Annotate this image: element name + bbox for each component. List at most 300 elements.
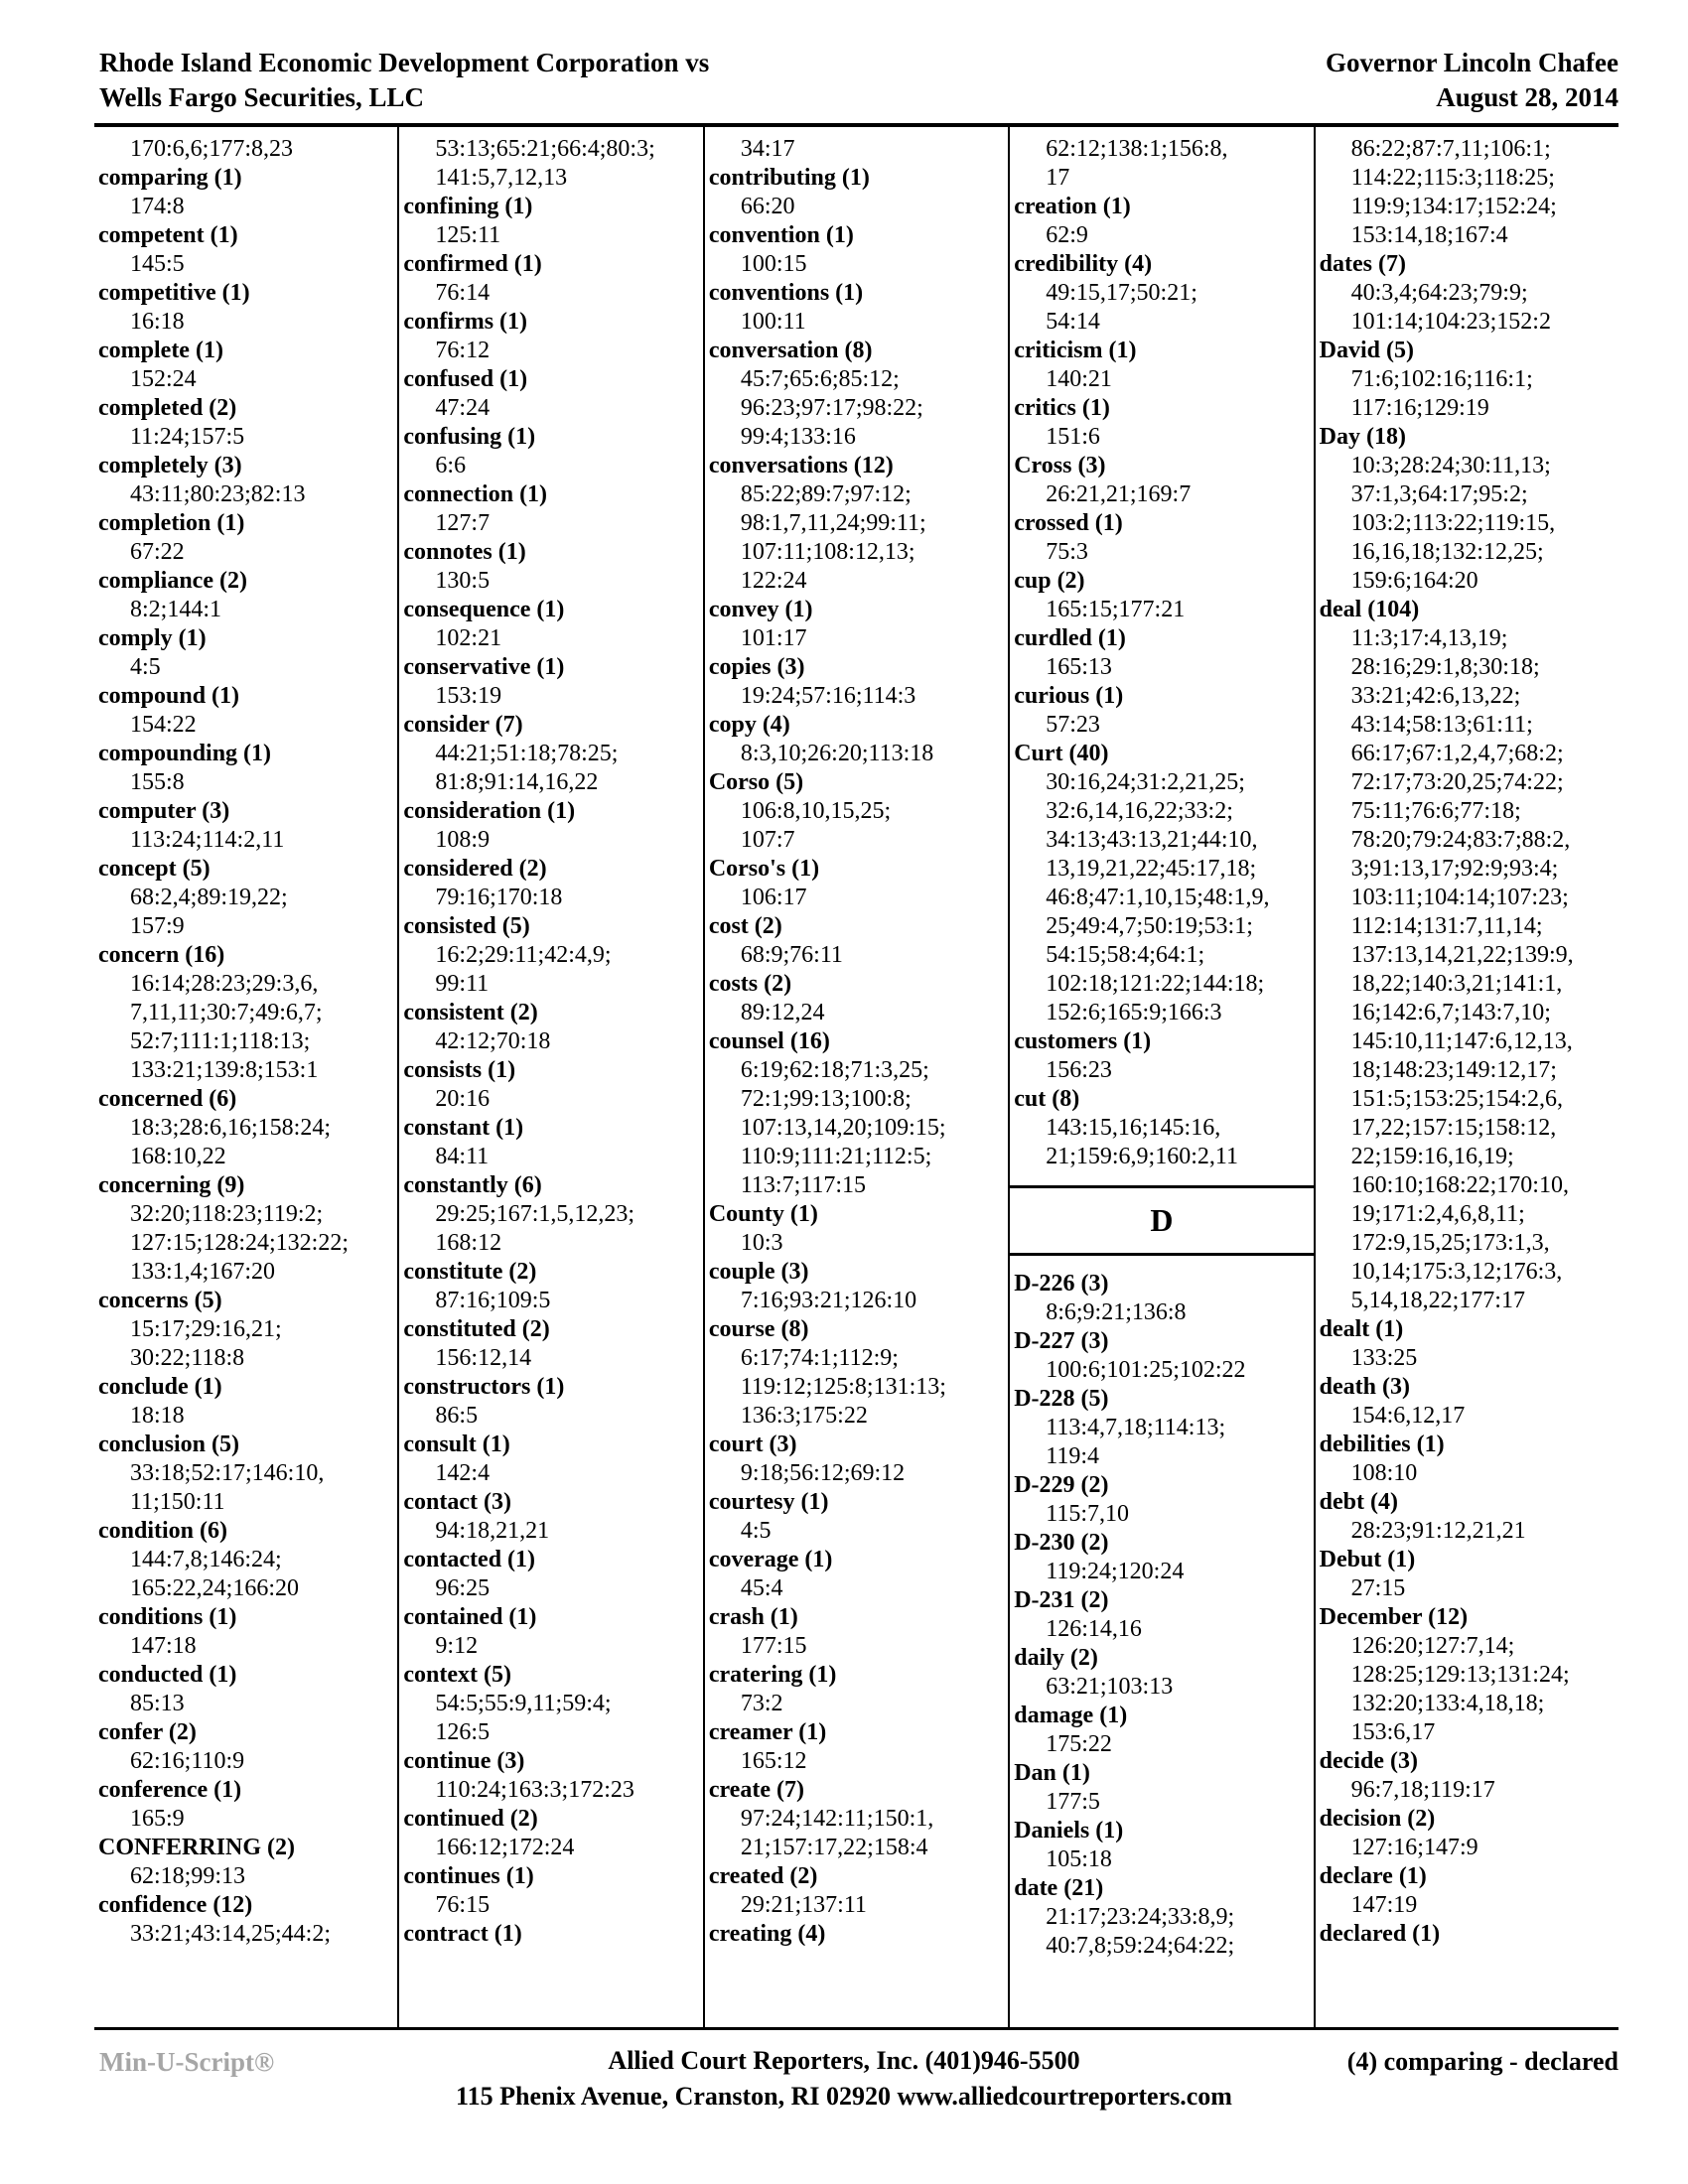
entry-ref-line: 7:16;93:21;126:10: [740, 1288, 917, 1313]
entry-headword: context (5): [403, 1662, 512, 1688]
entry-ref-line: 49:15,17;50:21;: [1046, 280, 1197, 306]
entry-ref-line: 25;49:4,7;50:19;53:1;: [1046, 913, 1253, 939]
entry-headword: compliance (2): [98, 568, 247, 594]
entry-ref-line: 27:15: [1350, 1575, 1406, 1601]
index-columns: [94, 127, 1618, 2027]
entry-ref-line: 75:11;76:6;77:18;: [1350, 798, 1521, 824]
index-entry: [399, 1747, 702, 1805]
entry-ref-line: 107:11;108:12,13;: [740, 539, 915, 565]
entry-headword: customers (1): [1014, 1028, 1152, 1054]
index-entry: [94, 221, 397, 279]
entry-headword: complete (1): [98, 338, 223, 363]
index-entry: [1010, 1817, 1313, 1874]
entry-ref-line: 114:22;115:3;118:25;: [1350, 165, 1555, 191]
entry-ref-line: 28:23;91:12,21,21: [1350, 1518, 1526, 1544]
entry-headword: decide (3): [1319, 1748, 1418, 1774]
index-entry: [399, 1373, 702, 1431]
entry-headword: deal (104): [1319, 597, 1420, 622]
entry-ref-line: 19;171:2,4,6,8,11;: [1350, 1201, 1525, 1227]
index-entry: [1010, 1702, 1313, 1759]
entry-headword: confused (1): [403, 366, 528, 392]
entry-headword: consider (7): [403, 712, 523, 738]
entry-ref-line: 119:9;134:17;152:24;: [1350, 194, 1557, 219]
index-entry: [94, 452, 397, 509]
entry-ref-line: 17,22;157:15;158:12,: [1350, 1115, 1557, 1141]
entry-ref-line: 45:7;65:6;85:12;: [740, 366, 900, 392]
index-entry: [399, 711, 702, 797]
entry-ref-line: 99:11: [435, 971, 490, 997]
entry-headword: debilities (1): [1319, 1432, 1445, 1457]
index-entry: [94, 1517, 397, 1603]
entry-ref-line: 20:16: [435, 1086, 491, 1112]
index-entry: [94, 394, 397, 452]
entry-ref-line: 133:21;139:8;153:1: [130, 1057, 319, 1083]
case-title-right: [1326, 46, 1618, 115]
entry-ref-line: 10:3: [740, 1230, 783, 1256]
entry-ref-line: 165:9: [130, 1806, 185, 1832]
entry-headword: consideration (1): [403, 798, 576, 824]
entry-ref-line: 52:7;111:1;118:13;: [130, 1028, 311, 1054]
index-entry: [705, 653, 1008, 711]
index-entry: [94, 624, 397, 682]
entry-headword: Day (18): [1319, 424, 1406, 450]
entry-ref-line: 154:22: [130, 712, 197, 738]
entry-ref-line: 126:5: [435, 1719, 491, 1745]
entry-ref-line: 168:10,22: [130, 1144, 226, 1169]
index-entry: [94, 1431, 397, 1517]
entry-headword: constantly (6): [403, 1172, 542, 1198]
index-entry: [705, 1027, 1008, 1200]
entry-ref-line: 68:2,4;89:19,22;: [130, 885, 288, 910]
entry-ref-line: 108:9: [435, 827, 491, 853]
entry-ref-line: 145:5: [130, 251, 185, 277]
entry-headword: compounding (1): [98, 741, 272, 766]
entry-ref-line: 157:9: [130, 913, 185, 939]
index-entry: [1010, 394, 1313, 452]
entry-ref-line: 86:22;87:7,11;106:1;: [1350, 136, 1551, 162]
entry-ref-line: 136:3;175:22: [740, 1403, 868, 1429]
entry-headword: conservative (1): [403, 654, 565, 680]
index-column: [1316, 127, 1618, 2027]
index-entry: [705, 1200, 1008, 1258]
entry-headword: declared (1): [1319, 1921, 1441, 1947]
entry-ref-line: 7,11,11;30:7;49:6,7;: [130, 1000, 323, 1025]
index-entry: [399, 423, 702, 480]
entry-headword: conventions (1): [708, 280, 864, 306]
entry-ref-line: 9:12: [435, 1633, 479, 1659]
entry-ref-line: 21;159:6,9;160:2,11: [1046, 1144, 1238, 1169]
index-entry: [705, 711, 1008, 768]
entry-headword: D-226 (3): [1014, 1271, 1109, 1297]
entry-ref-line: 174:8: [130, 194, 185, 219]
entry-ref-line: 43:11;80:23;82:13: [130, 481, 306, 507]
entry-headword: continue (3): [403, 1748, 525, 1774]
entry-headword: decision (2): [1319, 1806, 1436, 1832]
index-entry: [705, 1258, 1008, 1315]
entry-headword: conditions (1): [98, 1604, 237, 1630]
entry-headword: completed (2): [98, 395, 237, 421]
entry-ref-line: 103:11;104:14;107:23;: [1350, 885, 1569, 910]
entry-ref-line: 18:3;28:6,16;158:24;: [130, 1115, 332, 1141]
deposition-date: August 28, 2014: [1436, 82, 1618, 112]
entry-headword: D-228 (5): [1014, 1386, 1109, 1412]
entry-ref-line: 152:24: [130, 366, 197, 392]
entry-headword: counsel (16): [708, 1028, 830, 1054]
index-entry: [399, 1661, 702, 1747]
entry-headword: D-227 (3): [1014, 1328, 1109, 1354]
index-entry: [705, 1661, 1008, 1718]
index-entry: [705, 970, 1008, 1027]
entry-headword: date (21): [1014, 1875, 1104, 1901]
entry-ref-line: 113:7;117:15: [740, 1172, 867, 1198]
entry-headword: completion (1): [98, 510, 245, 536]
entry-headword: curdled (1): [1014, 625, 1126, 651]
index-entry: [705, 855, 1008, 912]
entry-ref-line: 8:6;9:21;136:8: [1046, 1299, 1187, 1325]
entry-headword: damage (1): [1014, 1703, 1128, 1728]
index-entry: [1316, 1603, 1618, 1747]
index-entry: [705, 1315, 1008, 1431]
index-entry: [94, 567, 397, 624]
entry-ref-line: 127:15;128:24;132:22;: [130, 1230, 350, 1256]
entry-headword: constructors (1): [403, 1374, 565, 1400]
entry-headword: comparing (1): [98, 165, 242, 191]
entry-ref-line: 11:3;17:4,13,19;: [1350, 625, 1508, 651]
entry-headword: creating (4): [708, 1921, 826, 1947]
index-entry: [705, 135, 1008, 164]
entry-ref-line: 32:20;118:23;119:2;: [130, 1201, 324, 1227]
entry-headword: dealt (1): [1319, 1316, 1404, 1342]
entry-ref-line: 153:14,18;167:4: [1350, 222, 1508, 248]
entry-ref-line: 153:19: [435, 683, 502, 709]
entry-headword: crash (1): [708, 1604, 798, 1630]
index-entry: [399, 999, 702, 1056]
entry-headword: couple (3): [708, 1259, 809, 1285]
index-entry: [399, 797, 702, 855]
entry-ref-line: 155:8: [130, 769, 185, 795]
entry-ref-line: 151:6: [1046, 424, 1100, 450]
entry-headword: David (5): [1319, 338, 1414, 363]
entry-headword: created (2): [708, 1863, 818, 1889]
entry-ref-line: 87:16;109:5: [435, 1288, 551, 1313]
index-entry: [399, 1862, 702, 1920]
entry-ref-line: 170:6,6;177:8,23: [130, 136, 294, 162]
entry-ref-line: 13,19,21,22;45:17,18;: [1046, 856, 1257, 882]
entry-headword: compound (1): [98, 683, 240, 709]
entry-ref-line: 33:18;52:17;146:10,: [130, 1460, 325, 1486]
entry-ref-line: 10:3;28:24;30:11,13;: [1350, 453, 1551, 478]
index-entry: [399, 480, 702, 538]
entry-headword: contacted (1): [403, 1547, 536, 1572]
index-entry: [705, 452, 1008, 596]
entry-ref-line: 71:6;102:16;116:1;: [1350, 366, 1533, 392]
entry-ref-line: 103:2;113:22;119:15,: [1350, 510, 1556, 536]
entry-ref-line: 26:21,21;169:7: [1046, 481, 1192, 507]
index-entry: [1010, 135, 1313, 193]
entry-ref-line: 117:16;129:19: [1350, 395, 1489, 421]
entry-ref-line: 102:18;121:22;144:18;: [1046, 971, 1265, 997]
index-entry: [705, 596, 1008, 653]
entry-headword: CONFERRING (2): [98, 1835, 295, 1860]
entry-ref-line: 125:11: [435, 222, 501, 248]
index-entry: [705, 1546, 1008, 1603]
entry-ref-line: 96:25: [435, 1575, 491, 1601]
entry-headword: consists (1): [403, 1057, 516, 1083]
entry-ref-line: 76:12: [435, 338, 491, 363]
entry-ref-line: 72:17;73:20,25;74:22;: [1350, 769, 1564, 795]
index-entry: [399, 855, 702, 912]
entry-ref-line: 11:24;157:5: [130, 424, 245, 450]
index-entry: [94, 337, 397, 394]
index-entry: [94, 1085, 397, 1171]
entry-headword: cut (8): [1014, 1086, 1080, 1112]
entry-ref-line: 110:24;163:3;172:23: [435, 1777, 634, 1803]
entry-ref-line: 16:14;28:23;29:3,6,: [130, 971, 319, 997]
entry-headword: debt (4): [1319, 1489, 1398, 1515]
entry-ref-line: 37:1,3;64:17;95:2;: [1350, 481, 1528, 507]
entry-ref-line: 151:5;153:25;154:2,6,: [1350, 1086, 1563, 1112]
entry-ref-line: 127:7: [435, 510, 491, 536]
entry-ref-line: 33:21;42:6,13,22;: [1350, 683, 1521, 709]
index-entry: [399, 596, 702, 653]
index-entry: [1316, 1373, 1618, 1431]
index-entry: [1010, 1586, 1313, 1644]
entry-headword: constituted (2): [403, 1316, 550, 1342]
index-entry: [94, 1891, 397, 1949]
index-entry: [1010, 740, 1313, 1027]
entry-ref-line: 18,22;140:3,21;141:1,: [1350, 971, 1563, 997]
index-entry: [1010, 452, 1313, 509]
index-entry: [1010, 193, 1313, 250]
entry-headword: copies (3): [708, 654, 805, 680]
index-entry: [94, 164, 397, 221]
entry-ref-line: 143:15,16;145:16,: [1046, 1115, 1221, 1141]
index-entry: [399, 1920, 702, 1949]
entry-ref-line: 119:24;120:24: [1046, 1559, 1185, 1584]
index-entry: [1316, 596, 1618, 1315]
entry-headword: concern (16): [98, 942, 225, 968]
index-entry: [94, 135, 397, 164]
entry-headword: crossed (1): [1014, 510, 1123, 536]
index-entry: [1316, 1546, 1618, 1603]
entry-headword: completely (3): [98, 453, 242, 478]
entry-ref-line: 165:13: [1046, 654, 1112, 680]
entry-headword: Dan (1): [1014, 1760, 1090, 1786]
index-entry: [94, 1661, 397, 1718]
entry-ref-line: 89:12,24: [740, 1000, 825, 1025]
index-entry: [94, 797, 397, 855]
entry-ref-line: 105:18: [1046, 1846, 1112, 1872]
index-entry: [399, 250, 702, 308]
entry-ref-line: 54:14: [1046, 309, 1100, 335]
index-entry: [705, 1603, 1008, 1661]
case-title-left: [99, 46, 709, 115]
index-entry: [1010, 1027, 1313, 1085]
entry-ref-line: 18;148:23;149:12,17;: [1350, 1057, 1557, 1083]
entry-ref-line: 54:15;58:4;64:1;: [1046, 942, 1205, 968]
index-entry: [705, 1431, 1008, 1488]
entry-headword: dates (7): [1319, 251, 1406, 277]
entry-ref-line: 6:19;62:18;71:3,25;: [740, 1057, 929, 1083]
entry-ref-line: 22;159:16,16,19;: [1350, 1144, 1514, 1169]
section-letter-divider: D: [1010, 1185, 1313, 1256]
entry-ref-line: 145:10,11;147:6,12,13,: [1350, 1028, 1573, 1054]
entry-ref-line: 100:6;101:25;102:22: [1046, 1357, 1246, 1383]
entry-headword: connection (1): [403, 481, 548, 507]
entry-headword: conclude (1): [98, 1374, 222, 1400]
index-entry: [705, 1920, 1008, 1949]
index-entry: [705, 337, 1008, 452]
index-entry: [399, 1546, 702, 1603]
entry-ref-line: 73:2: [740, 1691, 783, 1716]
entry-headword: curious (1): [1014, 683, 1124, 709]
entry-ref-line: 44:21;51:18;78:25;: [435, 741, 619, 766]
entry-headword: cost (2): [708, 913, 782, 939]
entry-ref-line: 30:16,24;31:2,21,25;: [1046, 769, 1245, 795]
index-entry: [399, 538, 702, 596]
entry-ref-line: 68:9;76:11: [740, 942, 843, 968]
entry-ref-line: 98:1,7,11,24;99:11;: [740, 510, 926, 536]
entry-ref-line: 141:5,7,12,13: [435, 165, 568, 191]
entry-ref-line: 107:13,14,20;109:15;: [740, 1115, 946, 1141]
entry-headword: confidence (12): [98, 1892, 253, 1918]
index-entry: [705, 1718, 1008, 1776]
index-entry: [705, 221, 1008, 279]
entry-ref-line: 128:25;129:13;131:24;: [1350, 1662, 1570, 1688]
index-entry: [94, 509, 397, 567]
entry-ref-line: 133:1,4;167:20: [130, 1259, 276, 1285]
entry-ref-line: 127:16;147:9: [1350, 1835, 1478, 1860]
entry-headword: concerned (6): [98, 1086, 237, 1112]
entry-headword: Cross (3): [1014, 453, 1106, 478]
entry-headword: critics (1): [1014, 395, 1110, 421]
index-entry: [705, 768, 1008, 855]
entry-ref-line: 62:9: [1046, 222, 1088, 248]
entry-ref-line: 154:6,12,17: [1350, 1403, 1466, 1429]
entry-ref-line: 67:22: [130, 539, 185, 565]
index-entry: [1316, 337, 1618, 423]
index-entry: [1316, 423, 1618, 596]
entry-ref-line: 168:12: [435, 1230, 502, 1256]
index-entry: [94, 1603, 397, 1661]
entry-headword: coverage (1): [708, 1547, 833, 1572]
entry-ref-line: 142:4: [435, 1460, 491, 1486]
entry-headword: contributing (1): [708, 165, 870, 191]
entry-ref-line: 172:9,15,25;173:1,3,: [1350, 1230, 1550, 1256]
page-word-range: (4) comparing - declared: [1346, 2047, 1618, 2076]
entry-headword: conducted (1): [98, 1662, 237, 1688]
index-entry: [399, 1315, 702, 1373]
index-entry: [94, 1834, 397, 1891]
entry-headword: competent (1): [98, 222, 238, 248]
index-entry: [1010, 509, 1313, 567]
entry-headword: concept (5): [98, 856, 211, 882]
entry-ref-line: 6:17;74:1;112:9;: [740, 1345, 899, 1371]
entry-ref-line: 15:17;29:16,21;: [130, 1316, 282, 1342]
index-entry: [94, 1287, 397, 1373]
index-entry: [1316, 1920, 1618, 1949]
entry-ref-line: 132:20;133:4,18,18;: [1350, 1691, 1545, 1716]
entry-ref-line: 126:14,16: [1046, 1616, 1142, 1642]
index-entry: [1010, 337, 1313, 394]
entry-headword: Curt (40): [1014, 741, 1109, 766]
entry-ref-line: 84:11: [435, 1144, 490, 1169]
entry-ref-line: 18:18: [130, 1403, 185, 1429]
index-entry: [399, 1056, 702, 1114]
entry-ref-line: 159:6;164:20: [1350, 568, 1478, 594]
entry-headword: concerns (5): [98, 1288, 222, 1313]
entry-headword: confining (1): [403, 194, 533, 219]
index-entry: [399, 193, 702, 250]
entry-ref-line: 177:15: [740, 1633, 807, 1659]
entry-ref-line: 156:23: [1046, 1057, 1112, 1083]
index-entry: [1010, 1471, 1313, 1529]
entry-ref-line: 76:14: [435, 280, 491, 306]
entry-headword: Daniels (1): [1014, 1818, 1124, 1843]
index-entry: [1010, 567, 1313, 624]
entry-ref-line: 102:21: [435, 625, 502, 651]
entry-headword: court (3): [708, 1432, 797, 1457]
entry-ref-line: 16,16,18;132:12,25;: [1350, 539, 1544, 565]
entry-ref-line: 62:18;99:13: [130, 1863, 246, 1889]
entry-headword: considered (2): [403, 856, 547, 882]
index-entry: [1010, 250, 1313, 337]
entry-ref-line: 66:17;67:1,2,4,7;68:2;: [1350, 741, 1564, 766]
entry-ref-line: 29:25;167:1,5,12,23;: [435, 1201, 635, 1227]
entry-headword: computer (3): [98, 798, 230, 824]
entry-ref-line: 99:4;133:16: [740, 424, 856, 450]
entry-ref-line: 144:7,8;146:24;: [130, 1547, 282, 1572]
entry-ref-line: 46:8;47:1,10,15;48:1,9,: [1046, 885, 1270, 910]
entry-headword: consequence (1): [403, 597, 565, 622]
entry-ref-line: 34:13;43:13,21;44:10,: [1046, 827, 1258, 853]
entry-headword: conversation (8): [708, 338, 873, 363]
deponent-name: Governor Lincoln Chafee: [1326, 48, 1618, 77]
entry-ref-line: 96:7,18;119:17: [1350, 1777, 1495, 1803]
index-entry: [1010, 1529, 1313, 1586]
entry-ref-line: 113:4,7,18;114:13;: [1046, 1415, 1226, 1440]
entry-ref-line: 140:21: [1046, 366, 1112, 392]
entry-ref-line: 40:7,8;59:24;64:22;: [1046, 1933, 1235, 1959]
entry-ref-line: 130:5: [435, 568, 491, 594]
index-entry: [399, 1258, 702, 1315]
index-entry: [1316, 1747, 1618, 1805]
entry-headword: constitute (2): [403, 1259, 537, 1285]
entry-ref-line: 100:15: [740, 251, 807, 277]
index-entry: [399, 365, 702, 423]
index-entry: [94, 279, 397, 337]
entry-ref-line: 94:18,21,21: [435, 1518, 550, 1544]
entry-headword: create (7): [708, 1777, 804, 1803]
entry-ref-line: 63:21;103:13: [1046, 1674, 1174, 1700]
entry-ref-line: 119:4: [1046, 1443, 1099, 1469]
footer-rule: [94, 2027, 1618, 2030]
entry-ref-line: 28:16;29:1,8;30:18;: [1350, 654, 1540, 680]
entry-ref-line: 6:6: [435, 453, 467, 478]
entry-headword: conversations (12): [708, 453, 894, 478]
entry-headword: contained (1): [403, 1604, 537, 1630]
entry-ref-line: 21:17;23:24;33:8,9;: [1046, 1904, 1235, 1930]
index-entry: [399, 1171, 702, 1258]
case-title-line1: Rhode Island Economic Development Corporation vs: [99, 48, 710, 77]
index-entry: [1316, 1488, 1618, 1546]
entry-headword: confusing (1): [403, 424, 536, 450]
index-entry: [399, 308, 702, 365]
entry-ref-line: 106:17: [740, 885, 807, 910]
index-entry: [1316, 1315, 1618, 1373]
entry-headword: County (1): [708, 1201, 818, 1227]
index-entry: [399, 1114, 702, 1171]
